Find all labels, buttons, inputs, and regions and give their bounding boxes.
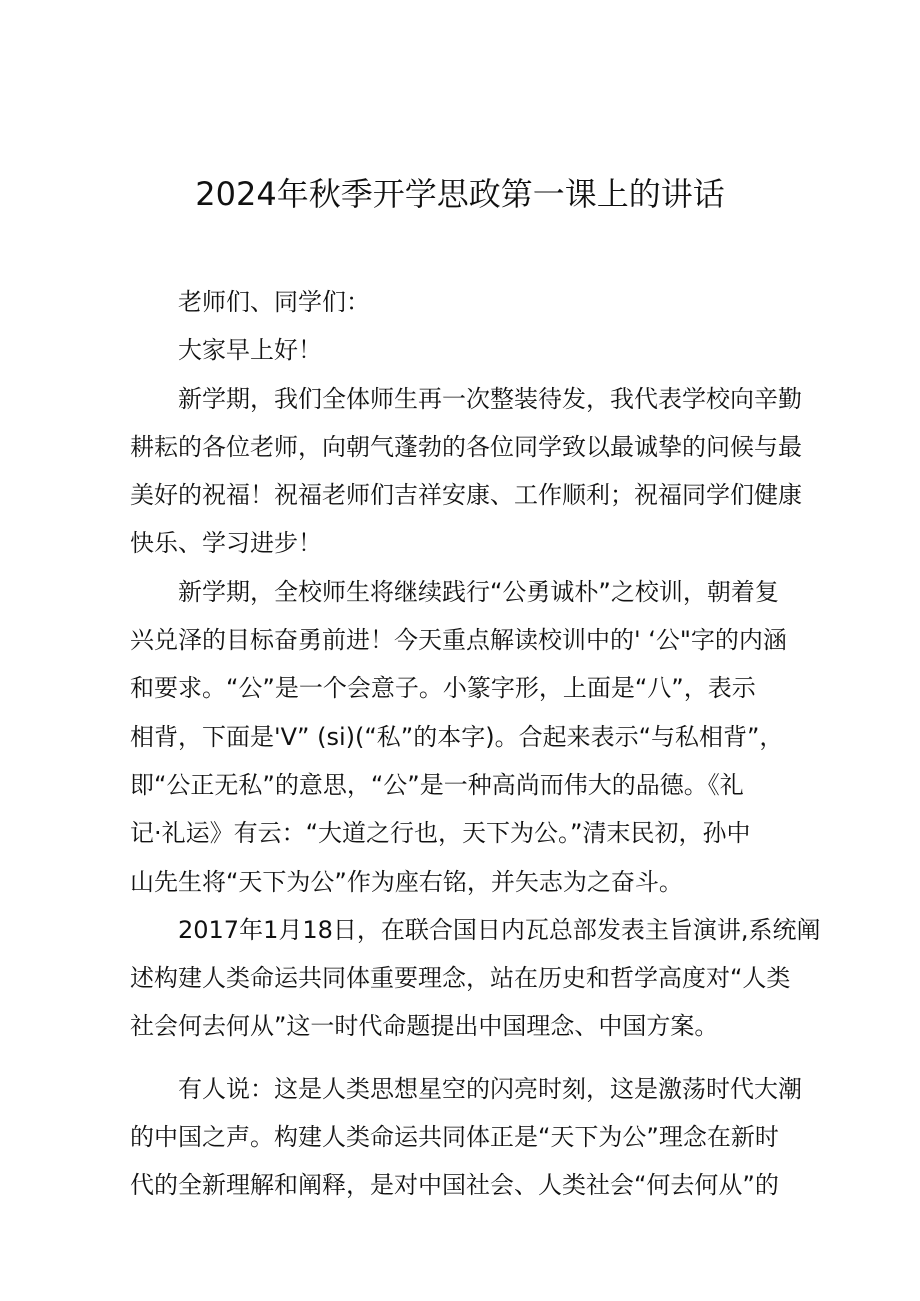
body-line: 相背，下面是'V” (si)(“私”的本字)。合起来表示“与私相背”，: [130, 722, 784, 751]
body-line: 述构建人类命运共同体重要理念，站在历史和哲学高度对“人类: [130, 964, 791, 993]
body-line: 老师们、同学们：: [178, 288, 370, 316]
body-line: 兴兑泽的目标奋勇前进！今天重点解读校训中的' ‘公"字的内涵: [130, 626, 787, 655]
body-line: 记·礼运》有云：“大道之行也，天下为公。”清末民初，孙中: [130, 819, 751, 848]
body-line: 美好的祝福！祝福老师们吉祥安康、工作顺利；祝福同学们健康: [130, 481, 802, 510]
body-line: 即“公正无私”的意思，“公”是一种高尚而伟大的品德。《礼: [130, 770, 744, 799]
document-body: [130, 278, 821, 1210]
body-line: 社会何去何从”这一时代命题提出中国理念、中国方案。: [130, 1012, 719, 1041]
body-line: 有人说：这是人类思想星空的闪亮时刻，这是激荡时代大潮: [178, 1074, 802, 1103]
body-line: 新学期，我们全体师生再一次整装待发，我代表学校向辛勤: [178, 384, 802, 413]
body-line: 新学期，全校师生将继续践行“公勇诚朴”之校训，朝着复: [178, 577, 779, 606]
document-title: 2024年秋季开学思政第一课上的讲话: [195, 175, 725, 213]
body-line: 的中国之声。构建人类命运共同体正是“天下为公”理念在新时: [130, 1123, 779, 1152]
paragraph-gap: [130, 1051, 785, 1065]
body-line: 快乐、学习进步！: [130, 529, 322, 558]
body-line: 2017年1月18日，在联合国日内瓦总部发表主旨演讲,系统阐: [178, 915, 821, 944]
body-line: 耕耘的各位老师，向朝气蓬勃的各位同学致以最诚挚的问候与最: [130, 432, 802, 461]
body-line: 山先生将“天下为公”作为座右铭，并矢志为之奋斗。: [130, 867, 683, 896]
body-line: 代的全新理解和阐释，是对中国社会、人类社会“何去何从”的: [130, 1171, 779, 1200]
body-line: 和要求。“公”是一个会意子。小篆字形，上面是“八”，表示: [130, 674, 756, 703]
body-line: 大家早上好！: [178, 336, 322, 365]
